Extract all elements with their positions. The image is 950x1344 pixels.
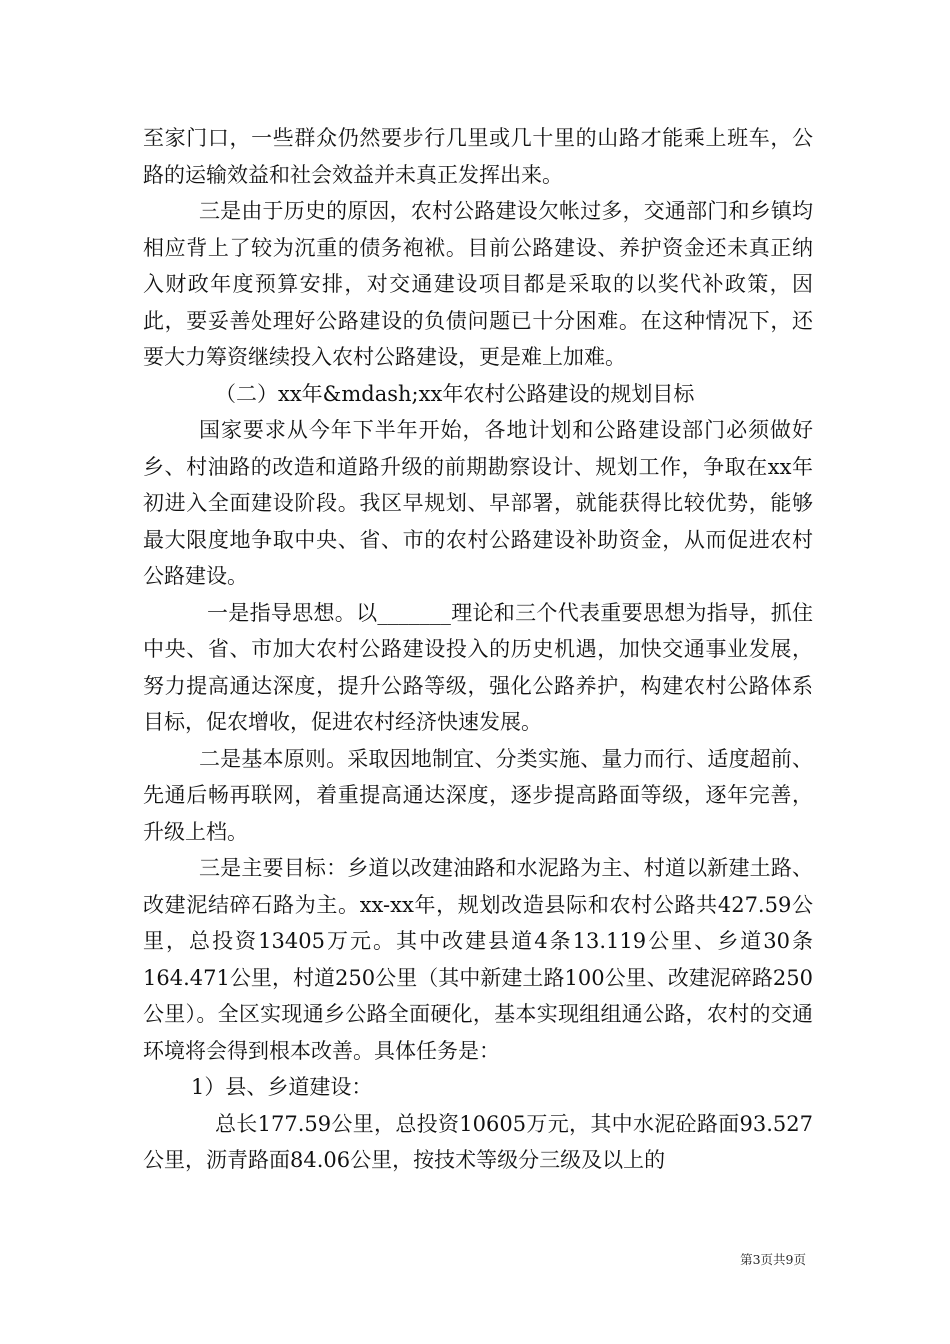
document-body <box>143 120 813 1179</box>
paragraph-basic-principles: 二是基本原则。采取因地制宜、分类实施、量力而行、适度超前、先通后畅再联网，着重提高通达深度，逐步提高路面等级，逐年完善，升级上档。 <box>143 746 813 844</box>
paragraph-national-requirements: 国家要求从今年下半年开始，各地计划和公路建设部门必须做好乡、村油路的改造和道路升级的前期勘察设计、规划工作，争取在xx年初进入全面建设阶段。我区早规划、早部署，就能获得比较优势，能够最大限度地争取中央、省、市的农村公路建设补助资金，从而促进农村公路建设。 <box>143 418 813 588</box>
paragraph-main-targets: 三是主要目标：乡道以改建油路和水泥路为主、村道以新建土路、改建泥结碎石路为主。xx-xx年，规划改造县际和农村公路共427.59公里，总投资13405万元。其中改建县道4条13.119公里、乡道30条164.471公里，村道250公里（其中新建土路100公里、改建泥碎路250公里）。全区实现通乡公路全面硬化，基本实现组组通公路，农村的交通环境将会得到根本改善。具体任务是： <box>143 856 813 1063</box>
paragraph-debt-problem: 三是由于历史的原因，农村公路建设欠帐过多，交通部门和乡镇均相应背上了较为沉重的债务袍袱。目前公路建设、养护资金还未真正纳入财政年度预算安排，对交通建设项目都是采取的以奖代补政策，因此，要妥善处理好公路建设的负债问题已十分困难。在这种情况下，还要大力筹资继续投入农村公路建设，更是难上加难。 <box>143 199 813 369</box>
section-heading-planning-goals: （二）xx年&mdash;xx年农村公路建设的规划目标 <box>215 381 695 406</box>
paragraph-total-length: 总长177.59公里，总投资10605万元，其中水泥砼路面93.527公里，沥青路面84.06公里，按技术等级分三级及以上的 <box>143 1111 813 1172</box>
paragraph-guiding-ideology: 一是指导思想。以_______理论和三个代表重要思想为指导，抓住中央、省、市加大农村公路建设投入的历史机遇，加快交通事业发展，努力提高通达深度，提升公路等级，强化公路养护，构建农村公路体系目标，促农增收，促进农村经济快速发展。 <box>143 600 813 734</box>
page-number-footer: 第3页共9页 <box>740 1252 806 1267</box>
paragraph-continuation: 至家门口，一些群众仍然要步行几里或几十里的山路才能乘上班车，公路的运输效益和社会效益并未真正发挥出来。 <box>143 126 813 187</box>
subheading-county-township-roads: 1）县、乡道建设： <box>191 1075 373 1099</box>
